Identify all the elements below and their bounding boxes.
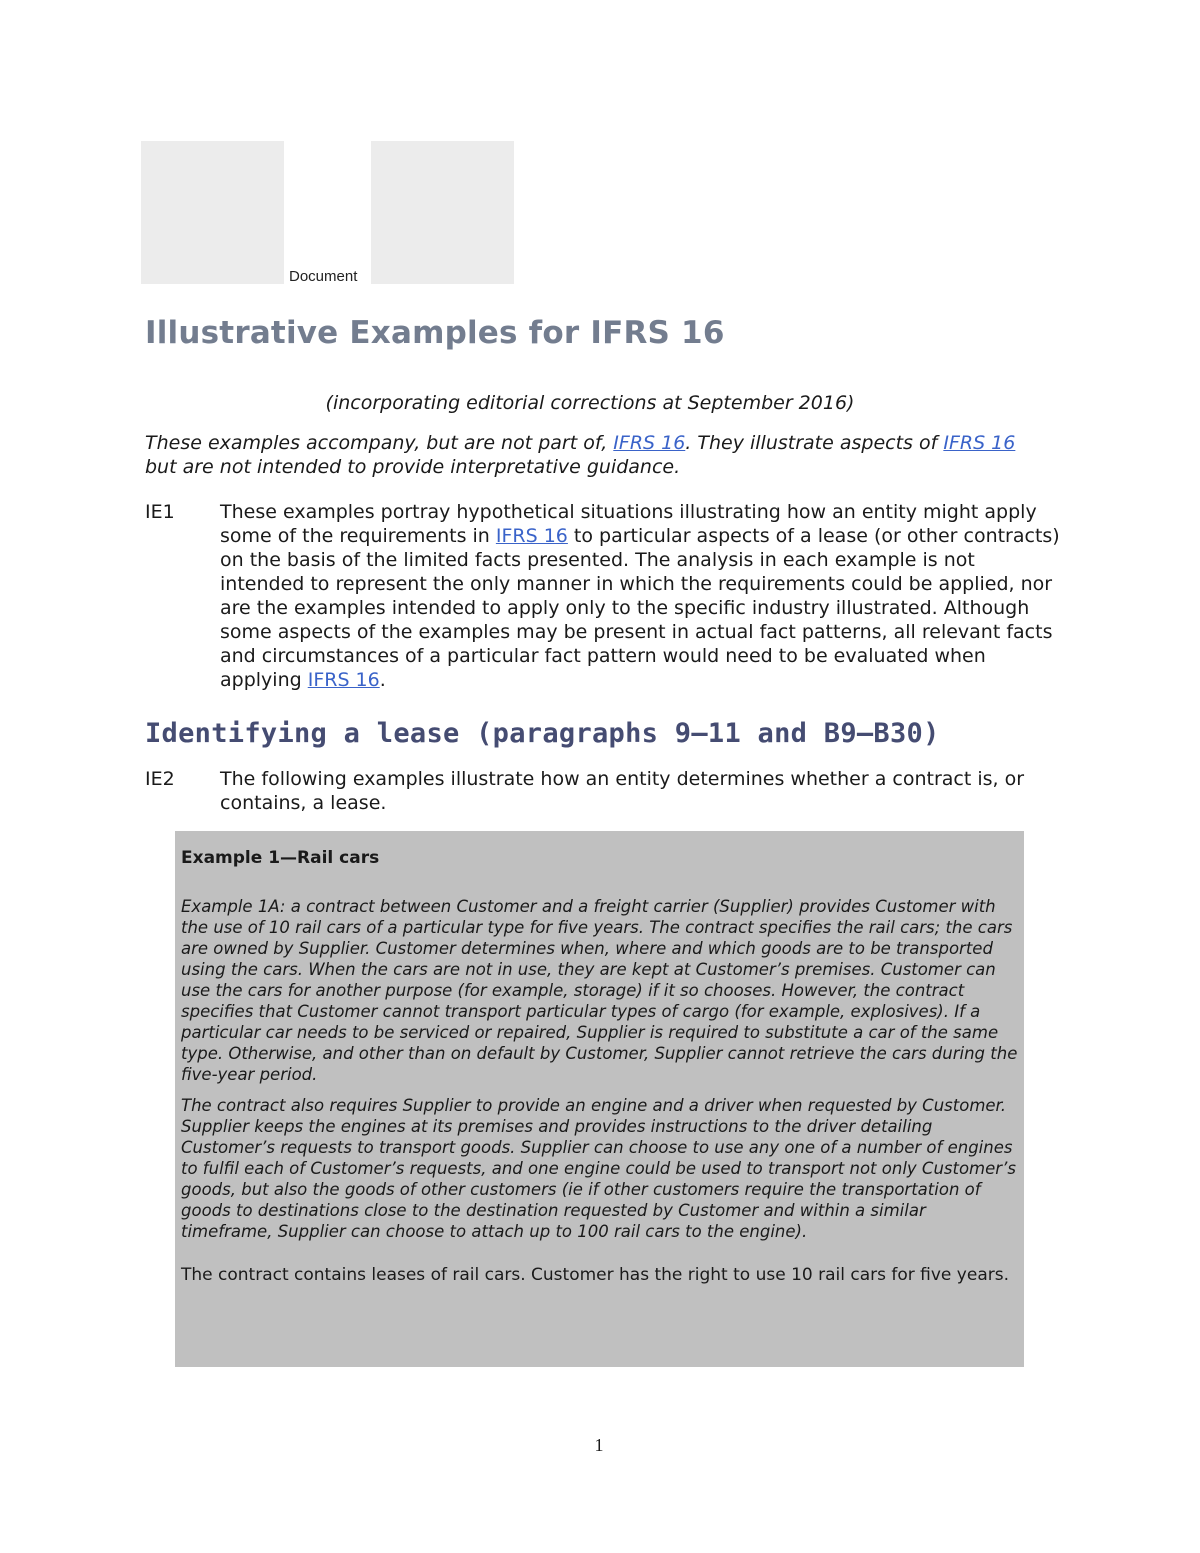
ifrs16-link[interactable]: IFRS 16 <box>495 525 568 547</box>
intro-text: These examples accompany, but are not part of, <box>145 432 614 454</box>
paragraph-text: These examples portray hypothetical situations illustrating how an entity might apply some of the requirements in <box>220 501 1037 547</box>
paragraph-text: to particular aspects of a lease (or other contracts) on the basis of the limited facts presented. The analysis in each example is not intended to represent the only manner in which the requirements could be applied, nor are the examples intended to apply only to the specific industry illustrated. Although some aspects of the examples may be present in actual fact patterns, all relevant facts and circumstances of a particular fact pattern would need to be evaluated when applying <box>220 525 1060 691</box>
paragraph-ie1 <box>145 500 1065 692</box>
example-box <box>175 831 1024 1367</box>
logo-image-right <box>371 141 514 284</box>
page-title: Illustrative Examples for IFRS 16 <box>145 315 725 351</box>
paragraph-text: . <box>379 669 386 691</box>
paragraph-body: The following examples illustrate how an entity determines whether a contract is, or contains, a lease. <box>220 768 1025 814</box>
intro-paragraph <box>145 431 1045 479</box>
paragraph-body <box>220 500 1065 692</box>
example-paragraph: Example 1A: a contract between Customer and a freight carrier (Supplier) provides Customer with the use of 10 rail cars of a particular type for five years. The contract specifies the rail cars; the cars are owned by Supplier. Customer determines when, where and which goods are to be transported using the cars. When the cars are not in use, they are kept at Customer’s premises. Customer can use the cars for another purpose (for example, storage) if it so chooses. However, the contract specifies that Customer cannot transport particular types of cargo (for example, explosives). If a particular car needs to be serviced or repaired, Supplier is required to substitute a car of the same type. Otherwise, and other than on default by Customer, Supplier cannot retrieve the cars during the five-year period. <box>181 897 1018 1084</box>
section-heading: Identifying a lease (paragraphs 9–11 and B9–B30) <box>145 718 940 749</box>
paragraph-ie2 <box>145 767 1065 815</box>
page-number: 1 <box>594 1435 604 1455</box>
paragraph-number: IE2 <box>145 768 175 790</box>
example-title: Example 1—Rail cars <box>181 848 380 868</box>
paragraph-number: IE1 <box>145 501 175 523</box>
intro-text: . They illustrate aspects of <box>685 432 944 454</box>
logo-image-left <box>141 141 284 284</box>
subtitle: (incorporating editorial corrections at September 2016) <box>325 392 855 414</box>
ifrs16-link[interactable]: IFRS 16 <box>613 432 686 454</box>
ifrs16-link[interactable]: IFRS 16 <box>943 432 1016 454</box>
intro-text: but are not intended to provide interpretative guidance. <box>145 456 681 478</box>
ifrs16-link[interactable]: IFRS 16 <box>307 669 380 691</box>
example-conclusion: The contract contains leases of rail cars. Customer has the right to use 10 rail cars for five years. <box>181 1265 1009 1285</box>
document-label: Document <box>289 268 358 285</box>
example-paragraph: The contract also requires Supplier to provide an engine and a driver when requested by Customer. Supplier keeps the engines at its premises and provides instructions to the driver detailing Customer’s requests to transport goods. Supplier can choose to use any one of a number of engines to fulfil each of Customer’s requests, and one engine could be used to transport not only Customer’s goods, but also the goods of other customers (ie if other customers require the transportation of goods to destinations close to the destination requested by Customer and within a similar timeframe, Supplier can choose to attach up to 100 rail cars to the engine). <box>181 1096 1016 1241</box>
